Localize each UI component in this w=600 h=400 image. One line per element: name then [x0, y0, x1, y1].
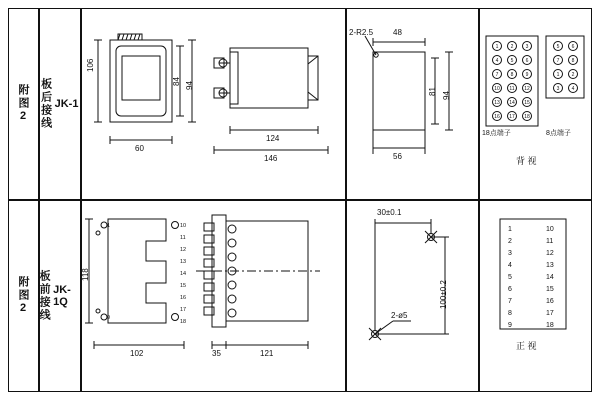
- row2-index-label: 附图2: [17, 275, 30, 316]
- svg-text:2: 2: [571, 72, 575, 78]
- svg-text:18: 18: [180, 319, 187, 325]
- row1-model-cell: [38, 8, 80, 199]
- dim-30tol: 30±0.1: [377, 208, 402, 217]
- svg-text:10: 10: [494, 86, 500, 92]
- svg-text:11: 11: [509, 86, 515, 92]
- dim-81: 81: [428, 87, 437, 96]
- dim-2R25: 2-R2.5: [349, 28, 374, 37]
- svg-text:8: 8: [510, 72, 514, 78]
- caption-18-terminals: 18点端子: [482, 130, 511, 137]
- svg-text:7: 7: [508, 298, 512, 305]
- svg-text:2: 2: [508, 238, 512, 245]
- svg-text:12: 12: [180, 247, 187, 253]
- dim-118: 118: [81, 268, 90, 281]
- dim-94b: 94: [442, 91, 451, 100]
- caption-front-view: 正 视: [516, 341, 537, 351]
- svg-text:1: 1: [107, 223, 111, 229]
- svg-text:8: 8: [508, 310, 512, 317]
- svg-text:15: 15: [180, 283, 187, 289]
- svg-text:18: 18: [546, 322, 554, 329]
- svg-text:3: 3: [508, 250, 512, 257]
- svg-text:16: 16: [180, 295, 187, 301]
- svg-text:5: 5: [510, 58, 514, 64]
- svg-text:14: 14: [180, 271, 187, 277]
- svg-text:10: 10: [546, 226, 554, 233]
- svg-text:17: 17: [546, 310, 554, 317]
- row2-terminal-svg: [478, 199, 592, 392]
- svg-text:6: 6: [508, 286, 512, 293]
- svg-text:13: 13: [546, 262, 554, 269]
- svg-text:4: 4: [571, 86, 575, 92]
- svg-text:16: 16: [494, 114, 500, 120]
- dim-100tol: 100±0.2: [439, 280, 448, 309]
- row1-index-cell: [8, 8, 38, 199]
- svg-text:15: 15: [546, 286, 554, 293]
- row2-index-cell: [8, 199, 38, 392]
- svg-text:1: 1: [556, 72, 560, 78]
- svg-text:7: 7: [556, 58, 560, 64]
- dim-121: 121: [260, 349, 274, 358]
- svg-text:9: 9: [525, 72, 529, 78]
- svg-text:18: 18: [524, 114, 530, 120]
- svg-text:1: 1: [508, 226, 512, 233]
- svg-text:17: 17: [180, 307, 187, 313]
- row1-left-views: [80, 8, 345, 199]
- svg-text:5: 5: [556, 44, 560, 50]
- svg-text:4: 4: [508, 262, 512, 269]
- svg-text:15: 15: [524, 100, 530, 106]
- row2-model-label: JK-1Q: [53, 283, 71, 308]
- svg-text:11: 11: [180, 235, 186, 241]
- svg-text:13: 13: [180, 259, 187, 265]
- svg-text:16: 16: [546, 298, 554, 305]
- caption-8-terminals: 8点端子: [546, 130, 571, 137]
- svg-text:11: 11: [546, 238, 554, 245]
- dim-56: 56: [393, 152, 402, 161]
- dim-60: 60: [135, 144, 144, 153]
- dim-2xd5: 2-ø5: [391, 311, 408, 320]
- row1-panel-cutout: [345, 8, 478, 199]
- svg-text:1: 1: [495, 44, 499, 50]
- svg-text:12: 12: [524, 86, 530, 92]
- svg-text:7: 7: [495, 72, 499, 78]
- row2-hole-svg: [345, 199, 478, 392]
- row2-model-cell: [38, 199, 80, 392]
- dim-94: 94: [185, 81, 194, 90]
- svg-text:12: 12: [546, 250, 554, 257]
- dim-106: 106: [86, 58, 95, 72]
- dim-84: 84: [172, 77, 181, 86]
- row1-drawing-svg: [80, 8, 345, 199]
- svg-text:6: 6: [571, 44, 575, 50]
- row2-mount-label: 板前接线: [38, 269, 51, 322]
- row1-model-label: JK-1: [54, 97, 79, 110]
- svg-text:4: 4: [495, 58, 499, 64]
- row2-left-views: [80, 199, 345, 392]
- svg-text:9: 9: [508, 322, 512, 329]
- row1-terminal-svg: [478, 8, 592, 199]
- svg-text:17: 17: [509, 114, 515, 120]
- svg-text:9: 9: [107, 315, 111, 321]
- svg-text:3: 3: [525, 44, 529, 50]
- dim-102: 102: [130, 349, 144, 358]
- dim-146: 146: [264, 154, 278, 163]
- caption-rear-view: 背 视: [516, 156, 537, 166]
- svg-text:8: 8: [571, 58, 575, 64]
- svg-text:14: 14: [546, 274, 554, 281]
- row1-mount-label: 板后接线: [39, 77, 52, 130]
- svg-text:10: 10: [180, 223, 187, 229]
- row2-terminal-list: [478, 199, 592, 392]
- row2-drawing-svg: [80, 199, 345, 392]
- svg-text:14: 14: [509, 100, 515, 106]
- svg-text:6: 6: [525, 58, 529, 64]
- svg-text:5: 5: [508, 274, 512, 281]
- dim-48: 48: [393, 28, 402, 37]
- dim-35: 35: [212, 349, 221, 358]
- svg-text:13: 13: [494, 100, 500, 106]
- svg-text:2: 2: [510, 44, 514, 50]
- dim-124: 124: [266, 134, 280, 143]
- svg-text:3: 3: [556, 86, 560, 92]
- row1-terminal-layout: [478, 8, 592, 199]
- row2-hole-pattern: [345, 199, 478, 392]
- row1-index-label: 附图2: [17, 83, 30, 124]
